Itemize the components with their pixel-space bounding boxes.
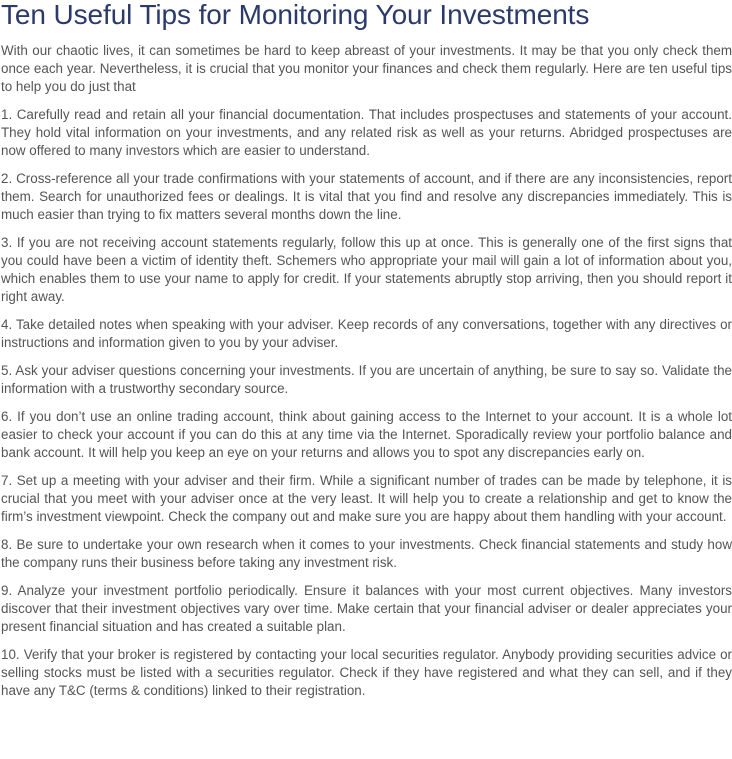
tip-paragraph-10: 10. Verify that your broker is registered by contacting your local securities regulator. Anybody providing securities advice or selling stocks must be listed with a securities regulator. Check if they have registered and what they can sell, and if they have any T&C (terms & conditions) linked to their registration. [1,647,732,698]
article [1,0,732,700]
intro-paragraph: With our chaotic lives, it can sometimes be hard to keep abreast of your investments. It may be that you only check them once each year. Nevertheless, it is crucial that you monitor your finances and check them regularly. Here are ten useful tips to help you do just that [1,43,732,94]
tip-paragraph-1: 1. Carefully read and retain all your financial documentation. That includes prospectuses and statements of your account. They hold vital information on your investments, and any related risk as well as your returns. Abridged prospectuses are now offered to many investors which are easier to understand. [1,107,732,158]
tip-paragraph-6: 6. If you don’t use an online trading account, think about gaining access to the Internet to your account. It is a whole lot easier to check your account if you can do this at any time via the Internet. Sporadically review your portfolio balance and bank account. It will help you keep an eye on your returns and allows you to spot any discrepancies early on. [1,409,732,460]
tip-paragraph-4: 4. Take detailed notes when speaking with your adviser. Keep records of any conversations, together with any directives or instructions and information given to you by your adviser. [1,317,732,350]
tip-paragraph-8: 8. Be sure to undertake your own research when it comes to your investments. Check financial statements and study how the company runs their business before taking any investment risk. [1,537,732,570]
tip-paragraph-9: 9. Analyze your investment portfolio periodically. Ensure it balances with your most current objectives. Many investors discover that their investment objectives vary over time. Make certain that your financial adviser or dealer appreciates your present financial situation and has created a suitable plan. [1,583,732,634]
article-title: Ten Useful Tips for Monitoring Your Investments [1,0,590,30]
tip-paragraph-5: 5. Ask your adviser questions concerning your investments. If you are uncertain of anything, be sure to say so. Validate the information with a trustworthy secondary source. [1,363,732,396]
tip-paragraph-2: 2. Cross-reference all your trade confirmations with your statements of account, and if there are any inconsistencies, report them. Search for unauthorized fees or dealings. It is vital that you find and resolve any discrepancies immediately. This is much easier than trying to fix matters several months down the line. [1,171,732,222]
tip-paragraph-3: 3. If you are not receiving account statements regularly, follow this up at once. This is generally one of the first signs that you could have been a victim of identity theft. Schemers who appropriate your mail will gain a lot of information about you, which enables them to use your name to apply for credit. If your statements abruptly stop arriving, then you should report it right away. [1,235,732,304]
tip-paragraph-7: 7. Set up a meeting with your adviser and their firm. While a significant number of trades can be made by telephone, it is crucial that you meet with your adviser once at the very least. It will help you to create a relationship and get to know the firm’s investment viewpoint. Check the company out and make sure you are happy about them handling with your account. [1,473,732,524]
